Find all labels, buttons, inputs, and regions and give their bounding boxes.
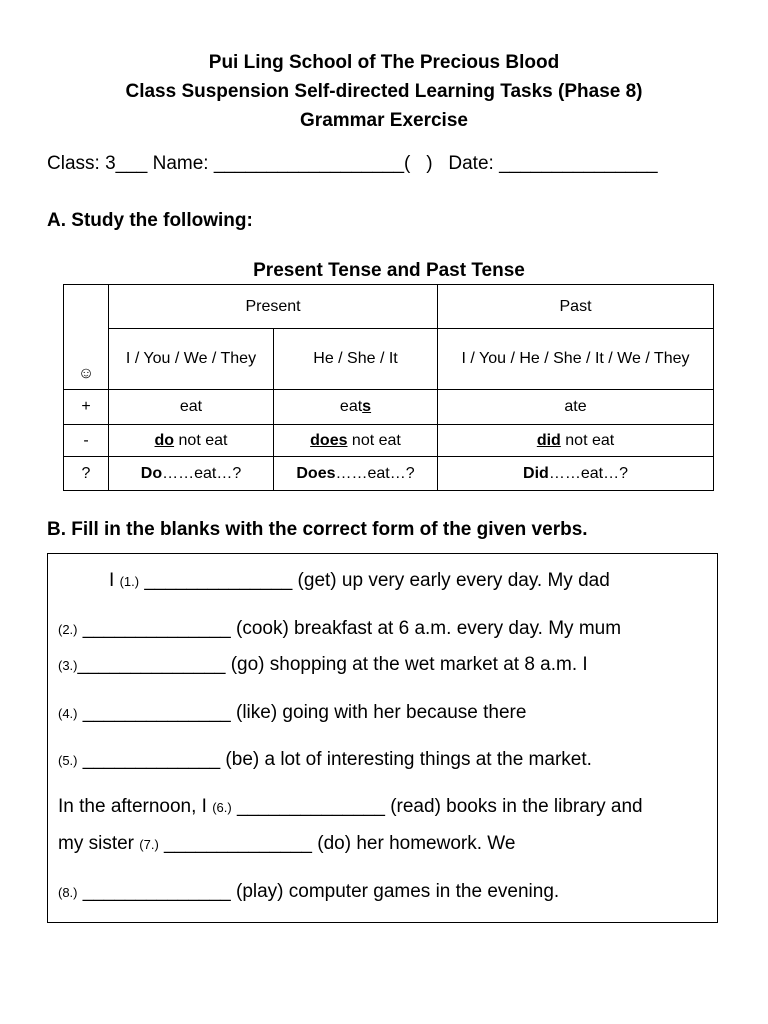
- student-info-line: Class: 3___ Name: __________________( ) Date: _______________: [47, 153, 658, 174]
- negative-symbol: -: [64, 425, 109, 457]
- negative-past: did not eat: [438, 425, 714, 457]
- exercise-box: [47, 553, 718, 923]
- question-present-2: Does……eat…?: [274, 457, 438, 491]
- exercise-line-1: I (1.) ______________ (get) up very early every day. My dad: [109, 570, 610, 591]
- blank-number: (7.): [139, 837, 159, 852]
- blank-number: (8.): [58, 885, 78, 900]
- exercise-line-3: (3.)______________ (go) shopping at the wet market at 8 a.m. I: [58, 654, 588, 675]
- blank-number: (2.): [58, 622, 78, 637]
- exercise-line-6: In the afternoon, I (6.) ______________ (read) books in the library and: [58, 796, 643, 817]
- present-singular-subjects: He / She / It: [274, 329, 438, 390]
- exercise-line-4: (4.) ______________ (like) going with her because there: [58, 702, 527, 723]
- past-header: Past: [438, 285, 714, 329]
- table-title: Present Tense and Past Tense: [253, 260, 525, 281]
- question-past: Did……eat…?: [438, 457, 714, 491]
- exercise-line-5: (5.) _____________ (be) a lot of interesting things at the market.: [58, 749, 592, 770]
- worksheet-subtitle: Class Suspension Self-directed Learning Tasks (Phase 8): [125, 81, 643, 102]
- blank-number: (6.): [212, 800, 232, 815]
- present-plural-subjects: I / You / We / They: [109, 329, 274, 390]
- blank-number: (5.): [58, 753, 78, 768]
- third-person-suffix: s: [362, 398, 372, 415]
- past-subjects: I / You / He / She / It / We / They: [438, 329, 714, 390]
- subject-symbol: ☺: [64, 285, 109, 390]
- blank-number: (3.): [58, 658, 78, 673]
- positive-present-1: eat: [109, 390, 274, 425]
- exercise-line-8: (8.) ______________ (play) computer games in the evening.: [58, 881, 560, 902]
- blank-number: (1.): [119, 574, 140, 589]
- positive-past: ate: [438, 390, 714, 425]
- exercise-line-7: my sister (7.) ______________ (do) her homework. We: [58, 833, 516, 854]
- blank-number: (4.): [58, 706, 78, 721]
- question-symbol: ?: [64, 457, 109, 491]
- negative-present-2: does not eat: [274, 425, 438, 457]
- positive-present-2: eats: [274, 390, 438, 425]
- positive-symbol: +: [64, 390, 109, 425]
- worksheet-title: Grammar Exercise: [300, 110, 468, 131]
- present-header: Present: [109, 285, 438, 329]
- section-a-heading: A. Study the following:: [47, 210, 253, 231]
- section-b-heading: B. Fill in the blanks with the correct form of the given verbs.: [47, 519, 588, 540]
- question-present-1: Do……eat…?: [109, 457, 274, 491]
- tense-table: [63, 284, 714, 491]
- exercise-line-2: (2.) ______________ (cook) breakfast at 6 a.m. every day. My mum: [58, 618, 622, 639]
- negative-present-1: do not eat: [109, 425, 274, 457]
- school-name: Pui Ling School of The Precious Blood: [208, 52, 560, 73]
